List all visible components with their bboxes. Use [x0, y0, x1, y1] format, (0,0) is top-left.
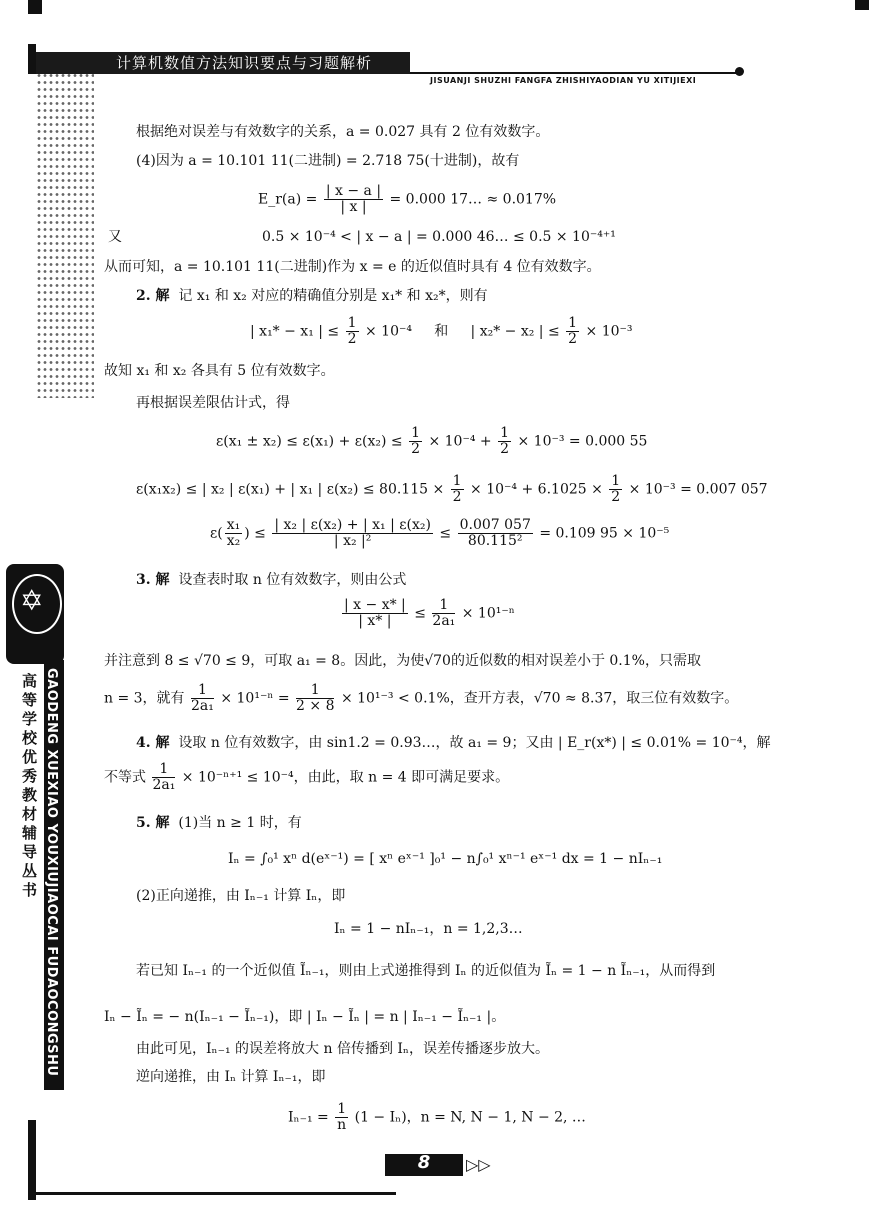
- text-line: (2)正向递推，由 Iₙ₋₁ 计算 Iₙ，即: [136, 888, 346, 904]
- equation: 0.5 × 10⁻⁴ < | x − a | = 0.000 46… ≤ 0.5 × 10⁻⁴⁺¹: [262, 229, 616, 245]
- fraction: $\frac{\text{x₁}}{\text{x₂}}$: [226, 517, 241, 549]
- problem-line: 3. 解 设查表时取 n 位有效数字，则由公式: [136, 572, 407, 588]
- fraction: $\frac{0.007 057}{\text{80.115²}}$: [459, 517, 531, 549]
- equation: ε(x₁x₂) ≤ | x₂ | ε(x₁) + | x₁ | ε(x₂) ≤ 80.115 × $\frac{1}{2}$ × 10⁻⁴ + 6.1025 × $\frac{1}{2}$ × 10⁻³ = 0.007 057: [136, 473, 768, 505]
- text-line: Iₙ − Ĩₙ = − n(Iₙ₋₁ − Ĩₙ₋₁)，即 | Iₙ − Ĩₙ | = n | Iₙ₋₁ − Ĩₙ₋₁ |。: [104, 1009, 506, 1025]
- equation: | x₁* − x₁ | ≤ $\frac{1}{2}$ × 10⁻⁴ 和 | x₂* − x₂ | ≤ $\frac{1}{2}$ × 10⁻³: [250, 315, 633, 347]
- text-line: 若已知 Iₙ₋₁ 的一个近似值 Ĩₙ₋₁，则由上式递推得到 Iₙ 的近似值为 Ĩₙ = 1 − n Ĩₙ₋₁，从而得到: [136, 963, 716, 979]
- left-border-bar: [28, 44, 36, 74]
- fraction: $\frac{1}{\text{2a₁}}$: [432, 597, 456, 629]
- fraction: $\frac{1}{\text{2a₁}}$: [152, 761, 176, 793]
- problem-line: 2. 解 记 x₁ 和 x₂ 对应的精确值分别是 x₁* 和 x₂*，则有: [136, 288, 488, 304]
- decorative-dot-pattern: [36, 58, 94, 398]
- fraction: $\frac{| x - a |}{| x |}$: [325, 183, 382, 215]
- series-name-pinyin: GAODENG XUEXIAO YOUXIUJIAOCAI FUDAOCONGSHU: [44, 668, 59, 1077]
- fraction: $\frac{1}{n}$: [337, 1101, 347, 1133]
- page-number: 8: [417, 1152, 431, 1173]
- text-line: 并注意到 8 ≤ √70 ≤ 9，可取 a₁ = 8。因此，为使√70的近似数的相对误差小于 0.1%，只需取: [104, 653, 701, 669]
- text-line: 故知 x₁ 和 x₂ 各具有 5 位有效数字。: [104, 363, 335, 379]
- text-line: 不等式 $\frac{1}{\text{2a₁}}$ × 10⁻ⁿ⁺¹ ≤ 10⁻⁴，由此，取 n = 4 即可满足要求。: [104, 761, 510, 793]
- text-word: 又: [108, 229, 122, 245]
- text-line: 再根据误差限估计式，得: [136, 395, 290, 411]
- text-line: 根据绝对误差与有效数字的关系，a = 0.027 具有 2 位有效数字。: [136, 124, 550, 140]
- solution-label: 5. 解: [136, 815, 170, 831]
- fraction: $\frac{1}{2}$: [411, 425, 421, 457]
- header-rule: [410, 72, 740, 74]
- book-title-pinyin: JISUANJI SHUZHI FANGFA ZHISHIYAODIAN YU XITIJIEXI: [430, 76, 697, 85]
- fraction: $\frac{| x - x* |}{| x* |}$: [344, 597, 406, 629]
- header-dot: [735, 67, 744, 76]
- fraction: $\frac{1}{2}$: [452, 473, 462, 505]
- series-name: 高等学校优秀教材辅导丛书: [22, 672, 38, 899]
- equation: ε(x₁ ± x₂) ≤ ε(x₁) + ε(x₂) ≤ $\frac{1}{2}$ × 10⁻⁴ + $\frac{1}{2}$ × 10⁻³ = 0.000 55: [216, 425, 648, 457]
- solution-label: 2. 解: [136, 288, 170, 304]
- text-line: 从而可知，a = 10.101 11(二进制)作为 x = e 的近似值时具有 4 位有效数字。: [104, 259, 601, 275]
- star-icon: ✡: [20, 584, 44, 617]
- solution-label: 3. 解: [136, 572, 170, 588]
- fraction: $\frac{1}{2}$: [611, 473, 621, 505]
- fraction: $\frac{1}{2}$: [347, 315, 357, 347]
- next-page-arrows-icon: ▷▷: [466, 1155, 491, 1174]
- equation: ε( $\frac{\text{x₁}}{\text{x₂}}$ ) ≤ $\frac{\text{| x₂ | ε(x₂) + | x₁ | ε(x₂)}}{\text{| x₂ |²}}$ ≤ $\frac{0.007 057}{\text{80.115²}}$ = 0.109 95 × 10⁻⁵: [210, 517, 670, 549]
- equation: Iₙ = 1 − nIₙ₋₁，n = 1,2,3…: [334, 921, 523, 937]
- fraction: $\frac{1}{2 \times 8}$: [296, 682, 335, 714]
- footer-rule: [36, 1192, 396, 1195]
- problem-line: 5. 解 (1)当 n ≥ 1 时，有: [136, 815, 302, 831]
- fraction: $\frac{1}{2}$: [568, 315, 578, 347]
- fraction: $\frac{1}{\text{2a₁}}$: [191, 682, 214, 714]
- book-title: 计算机数值方法知识要点与习题解析: [116, 54, 373, 72]
- fraction: $\frac{\text{| x₂ | ε(x₂) + | x₁ | ε(x₂)}}{\text{| x₂ |²}}$: [274, 517, 431, 549]
- fraction: $\frac{1}{2}$: [500, 425, 510, 457]
- text-line: 由此可见，Iₙ₋₁ 的误差将放大 n 倍传播到 Iₙ，误差传播逐步放大。: [136, 1041, 549, 1057]
- equation: Iₙ₋₁ = $\frac{1}{n}$ (1 − Iₙ)，n = N, N − 1, N − 2, …: [288, 1101, 586, 1133]
- solution-label: 4. 解: [136, 735, 170, 751]
- equation: Iₙ = ∫₀¹ xⁿ d(eˣ⁻¹) = [ xⁿ eˣ⁻¹ ]₀¹ − n∫₀¹ xⁿ⁻¹ eˣ⁻¹ dx = 1 − nIₙ₋₁: [228, 851, 663, 867]
- corner-mark: [855, 0, 869, 10]
- text-line: 逆向递推，由 Iₙ 计算 Iₙ₋₁，即: [136, 1069, 326, 1085]
- corner-mark: [28, 0, 42, 14]
- text-line: n = 3，就有 $\frac{1}{\text{2a₁}}$ × 10¹⁻ⁿ = $\frac{1}{2 \times 8}$ × 10¹⁻³ < 0.1%，查开方表，√70 ≈ 8.37，取三位有效数字。: [104, 682, 739, 714]
- text-line: (4)因为 a = 10.101 11(二进制) = 2.718 75(十进制)，故有: [136, 153, 520, 169]
- problem-line: 4. 解 设取 n 位有效数字，由 sin1.2 = 0.93…，故 a₁ = 9；又由 | E_r(x*) | ≤ 0.01% = 10⁻⁴，解: [136, 735, 771, 751]
- left-border-bar: [28, 1120, 36, 1200]
- equation: E_r(a) = $\frac{| x - a |}{| x |}$ = 0.000 17… ≈ 0.017%: [258, 183, 557, 215]
- equation: $\frac{| x - x* |}{| x* |}$ ≤ $\frac{1}{\text{2a₁}}$ × 10¹⁻ⁿ: [344, 597, 515, 629]
